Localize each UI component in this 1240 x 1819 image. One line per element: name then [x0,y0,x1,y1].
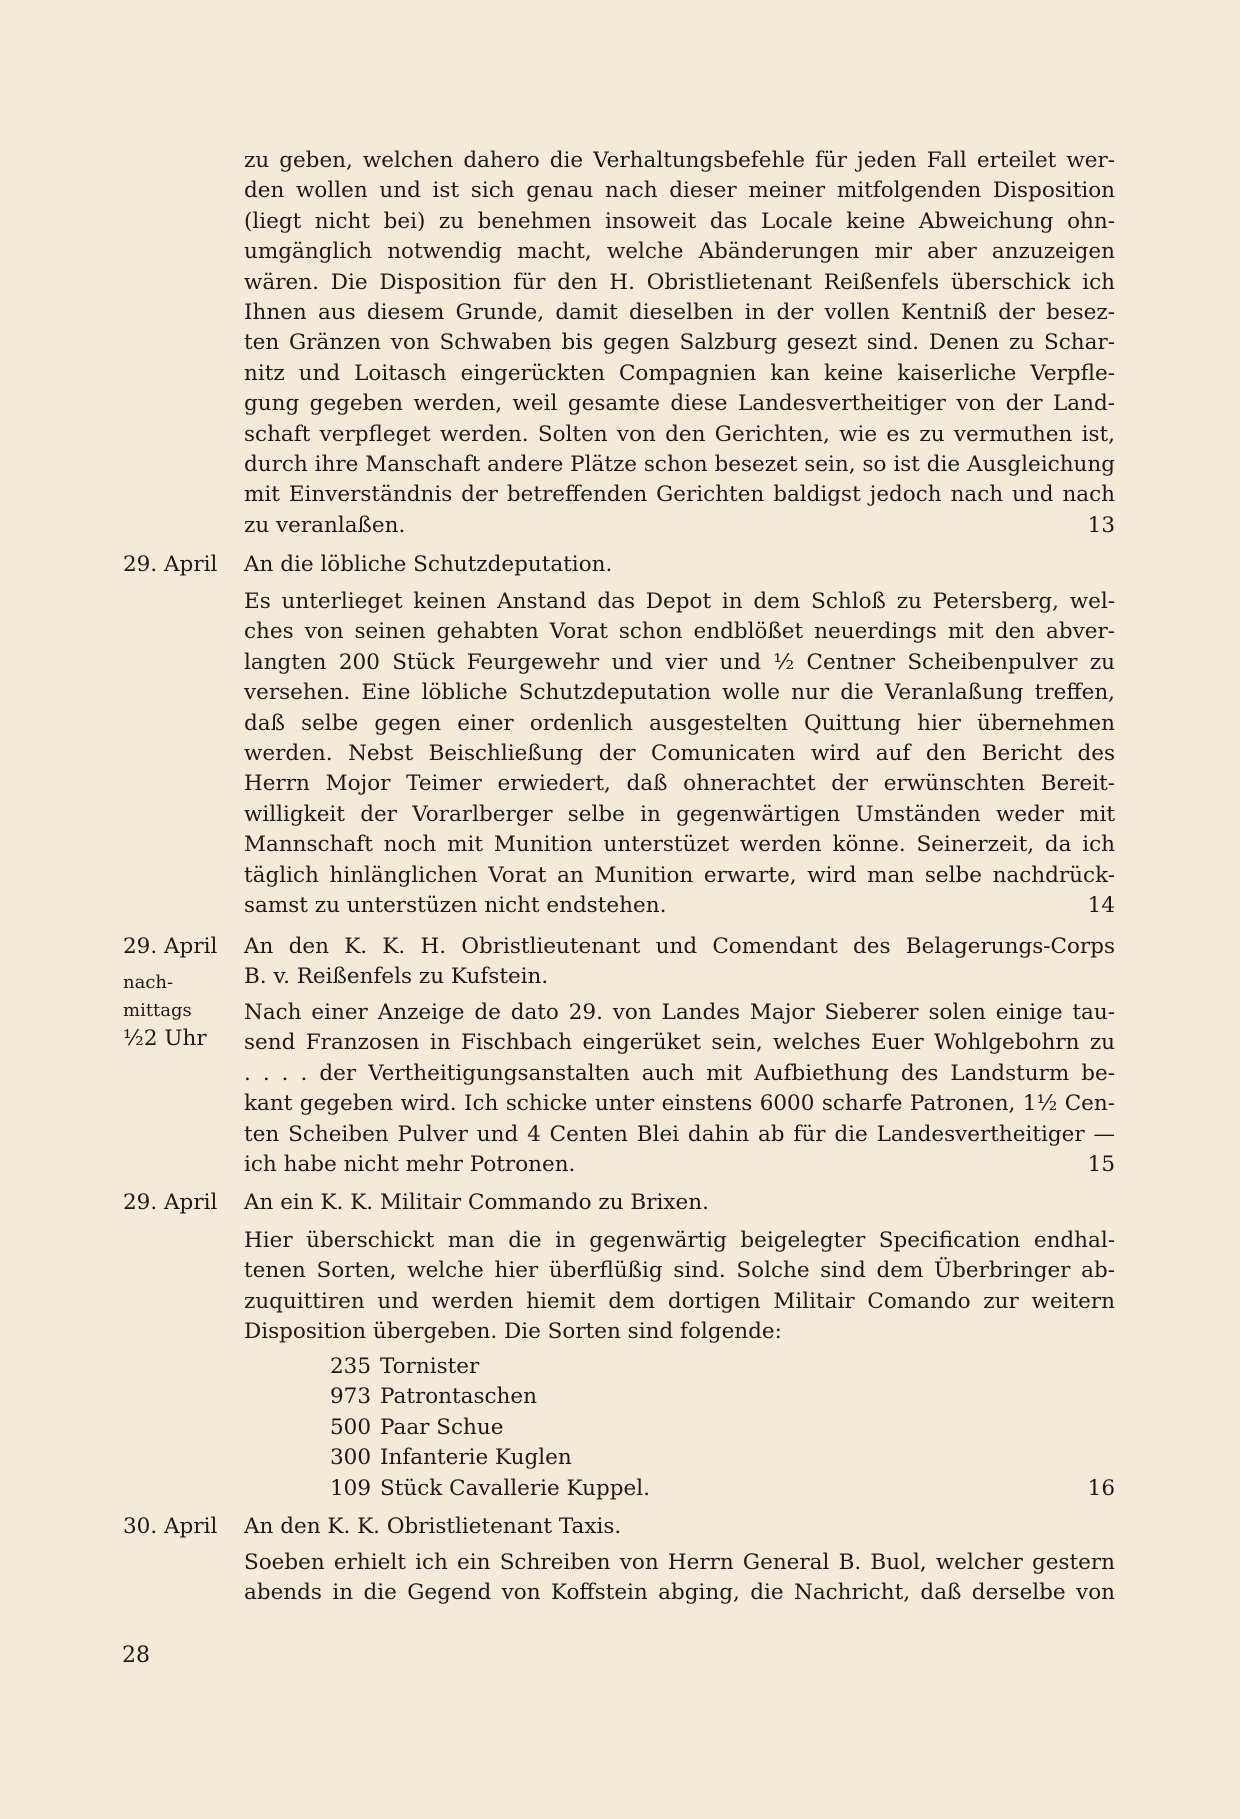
text-line: wären. Die Disposition für den H. Obristlietenant Reißenfels überschick ich [244,269,1115,295]
item-list [330,1352,1115,1504]
letter-15-heading [244,932,1115,993]
note-line: ½2 Uhr [123,1026,207,1051]
text-line: werden. Nebst Beischließung der Comunicaten wird auf den Bericht des [244,741,1115,767]
text-line-last [244,891,1115,921]
text-line: mit Einverständnis der betreffenden Gerichten baldigst jedoch nach und nach [244,482,1115,508]
text-line: schaft verpfleget werden. Solten von den Gerichten, wie es zu vermuthen ist, [244,421,1115,447]
text-line: send Franzosen in Fischbach eingerüket sein, welches Euer Wohlgebohrn zu [244,1030,1115,1056]
text-line: Mannschaft noch mit Munition unterstüzet werden könne. Seinerzeit, da ich [244,832,1115,858]
text-line: täglich hinlänglichen Vorat an Munition erwarte, wird man selbe nachdrück- [244,862,1115,888]
letter-15-body [244,998,1115,1180]
text-line: zu geben, welchen dahero die Verhaltungsbefehle für jeden Fall erteilet wer- [244,148,1115,173]
item-quantity: 500 [330,1414,372,1440]
text-line: zuquittiren und werden hiemit dem dortigen Militair Comando zur weitern [244,1288,1115,1314]
text-line: Ihnen aus diesem Grunde, damit dieselben in der vollen Kentniß der besez- [244,300,1115,326]
text-line: gung gegeben werden, weil gesamte diese Landesvertheitiger von der Land- [244,391,1115,417]
text-line: tenen Sorten, welche hier überflüßig sind. Solche sind dem Überbringer ab- [244,1258,1115,1284]
entry-date: 29. April [123,934,218,959]
list-item [330,1352,1115,1382]
text-line: daß selbe gegen einer ordenlich ausgestelten Quittung hier übernehmen [244,710,1115,736]
text-line: Herrn Mojor Teimer erwiedert, daß ohnerachtet der erwünschten Bereit- [244,771,1115,797]
text-line: versehen. Eine löbliche Schutzdeputation wolle nur die Veranlaßung treffen, [244,680,1115,706]
letter-16-body [244,1226,1115,1348]
item-name: Tornister [380,1354,480,1379]
text-line-last [244,511,1115,541]
list-item [330,1413,1115,1443]
text-line: Es unterlieget keinen Anstand das Depot in dem Schloß zu Petersberg, wel- [244,589,1115,614]
entry-date: 30. April [123,1514,218,1539]
text-line: langten 200 Stück Feurgewehr und vier und ½ Centner Scheibenpulver zu [244,649,1115,675]
item-name: Paar Schue [380,1414,504,1440]
letter-heading: An den K. K. Obristlietenant Taxis. [244,1514,622,1539]
text-line: ich habe nicht mehr Potronen. [244,1152,576,1178]
item-quantity: 109 [330,1475,372,1501]
list-item [330,1474,1115,1504]
letter-heading: An den K. K. H. Obristlieutenant und Comendant des Belagerungs-Corps [244,934,1115,959]
page-number: 28 [122,1643,150,1668]
entry-time-note [123,969,241,1053]
text-line: samst zu unterstüzen nicht endstehen. [244,893,667,919]
text-line: Hier überschickt man die in gegenwärtig beigelegter Specification endhal- [244,1228,1115,1253]
list-item [330,1382,1115,1412]
text-line: . . . . der Vertheitigungsanstalten auch mit Aufbiethung des Landsturm be- [244,1060,1115,1086]
letter-number: 13 [1087,512,1115,538]
letter-number: 14 [1087,893,1115,919]
text-line: willigkeit der Vorarlberger selbe in gegenwärtigen Umständen weder mit [244,801,1115,827]
text-line: ten Scheiben Pulver und 4 Centen Blei dahin ab für die Landesvertheitiger — [244,1121,1115,1147]
item-name: Infanterie Kuglen [380,1445,572,1471]
text-line: nitz und Loitasch eingerückten Compagnien kan keine kaiserliche Verpfle- [244,360,1115,386]
letter-16 [244,1188,1115,1218]
text-line: zu veranlaßen. [244,512,406,538]
item-quantity: 235 [330,1354,372,1379]
item-quantity: 300 [330,1445,372,1471]
letter-17 [244,1512,1115,1542]
entry-date: 29. April [123,1190,218,1215]
text-line: Soeben erhielt ich ein Schreiben von Herrn General B. Buol, welcher gestern [244,1550,1115,1575]
text-line: (liegt nicht bei) zu benehmen insoweit das Locale keine Abweichung ohn- [244,208,1115,234]
letter-number: 15 [1087,1152,1115,1178]
letter-heading: An ein K. K. Militair Commando zu Brixen. [244,1190,709,1215]
text-line: umgänglich notwendig macht, welche Abänderungen mir aber anzuzeigen [244,239,1115,265]
entry-date: 29. April [123,552,218,577]
text-line: abends in die Gegend von Koffstein abging, die Nachricht, daß derselbe von [244,1580,1115,1606]
letter-13-body [244,146,1115,541]
text-line: ten Gränzen von Schwaben bis gegen Salzburg gesezt sind. Denen zu Schar- [244,330,1115,356]
text-line: kant gegeben wird. Ich schicke unter einstens 6000 scharfe Patronen, 1½ Cen- [244,1091,1115,1117]
text-line: durch ihre Manschaft andere Plätze schon besezet sein, so ist die Ausgleichung [244,452,1115,478]
letter-heading: B. v. Reißenfels zu Kufstein. [244,964,549,990]
item-name: Stück Cavallerie Kuppel. [380,1475,650,1501]
text-line: Nach einer Anzeige de dato 29. von Landes Major Sieberer solen einige tau- [244,1000,1115,1025]
list-item [330,1443,1115,1473]
letter-17-body [244,1548,1115,1609]
note-line: mittags [123,1000,192,1021]
text-line: den wollen und ist sich genau nach dieser meiner mitfolgenden Disposition [244,178,1115,204]
text-line-last [244,1150,1115,1180]
item-quantity: 973 [330,1384,372,1410]
letter-number: 16 [1087,1475,1115,1501]
note-line: nach- [123,972,174,993]
letter-14-body [244,587,1115,921]
letter-14 [244,550,1115,580]
item-name: Patrontaschen [380,1384,537,1410]
text-line: ches von seinen gehabten Vorat schon endblößet neuerdings mit den abver- [244,619,1115,645]
letter-heading: An die löbliche Schutzdeputation. [244,552,613,577]
text-line: Disposition übergeben. Die Sorten sind folgende: [244,1319,782,1345]
